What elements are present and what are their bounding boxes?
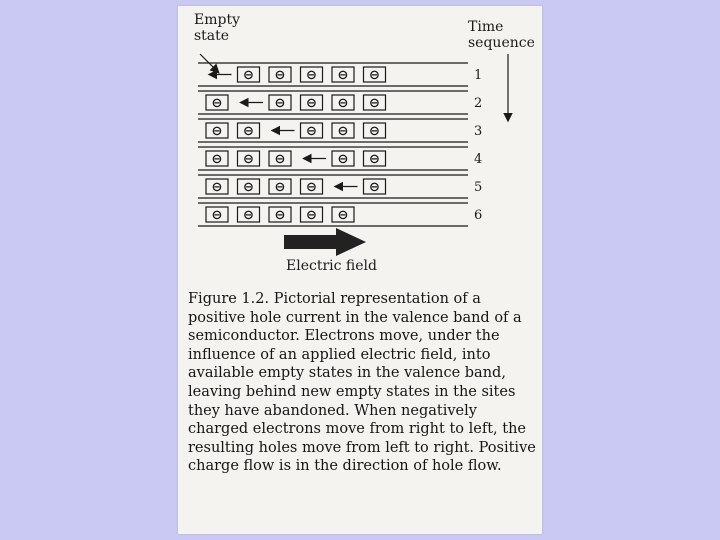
electron-symbol: ⊖ bbox=[211, 96, 223, 111]
electric-field-label: Electric field bbox=[286, 258, 377, 274]
electron-symbol: ⊖ bbox=[337, 68, 349, 83]
electron-symbol: ⊖ bbox=[274, 152, 286, 167]
time-step-number: 6 bbox=[474, 208, 483, 223]
electron-symbol: ⊖ bbox=[243, 180, 254, 195]
electron-symbol: ⊖ bbox=[337, 208, 349, 223]
electron-symbol: ⊖ bbox=[337, 152, 349, 167]
electron-symbol: ⊖ bbox=[211, 180, 223, 195]
time-step-number: 5 bbox=[474, 180, 483, 195]
electron-symbol: ⊖ bbox=[306, 208, 317, 223]
electron-symbol: ⊖ bbox=[369, 96, 380, 111]
empty-state-label: Empty state bbox=[194, 12, 240, 44]
electron-symbol: ⊖ bbox=[369, 124, 380, 139]
time-step-number: 4 bbox=[474, 152, 483, 167]
band-row bbox=[198, 91, 482, 114]
empty-state bbox=[364, 207, 386, 222]
band-row bbox=[198, 175, 482, 198]
time-step-number: 3 bbox=[474, 124, 483, 139]
band-row bbox=[198, 147, 482, 170]
band-rows bbox=[198, 63, 482, 226]
time-sequence-label: Time sequence bbox=[468, 19, 535, 51]
electron-symbol: ⊖ bbox=[274, 96, 286, 111]
electron-symbol: ⊖ bbox=[211, 124, 223, 139]
electron-symbol: ⊖ bbox=[211, 152, 223, 167]
electron-symbol: ⊖ bbox=[369, 180, 380, 195]
electron-symbol: ⊖ bbox=[337, 124, 349, 139]
electron-symbol: ⊖ bbox=[243, 152, 254, 167]
electron-symbol: ⊖ bbox=[274, 208, 286, 223]
electron-symbol: ⊖ bbox=[274, 68, 286, 83]
electron-symbol: ⊖ bbox=[369, 68, 380, 83]
electron-symbol: ⊖ bbox=[337, 96, 349, 111]
figure-caption: Figure 1.2. Pictorial representation of a positive hole current in the valence band of a semiconductor. Electrons move, under the influence of an applied electric field, into available empty states in the valence band, leaving behind new empty states in the sites they have abandoned. When negatively charged electrons move from right to left, the resulting holes move from left to right. Positive charge flow is in the direction of hole flow. bbox=[188, 291, 536, 475]
time-step-number: 2 bbox=[474, 96, 483, 111]
electron-symbol: ⊖ bbox=[243, 208, 254, 223]
band-row bbox=[198, 119, 482, 142]
electron-symbol: ⊖ bbox=[306, 180, 317, 195]
band-row bbox=[198, 203, 482, 226]
electron-symbol: ⊖ bbox=[243, 68, 254, 83]
electron-symbol: ⊖ bbox=[211, 208, 223, 223]
book-page bbox=[178, 6, 542, 534]
electron-symbol: ⊖ bbox=[369, 152, 380, 167]
electron-symbol: ⊖ bbox=[243, 124, 254, 139]
electric-field-arrow bbox=[284, 228, 366, 256]
electron-symbol: ⊖ bbox=[274, 180, 286, 195]
time-step-number: 1 bbox=[474, 68, 483, 83]
band-row bbox=[198, 63, 482, 86]
electron-symbol: ⊖ bbox=[306, 124, 317, 139]
electron-symbol: ⊖ bbox=[306, 96, 317, 111]
electron-symbol: ⊖ bbox=[306, 68, 317, 83]
